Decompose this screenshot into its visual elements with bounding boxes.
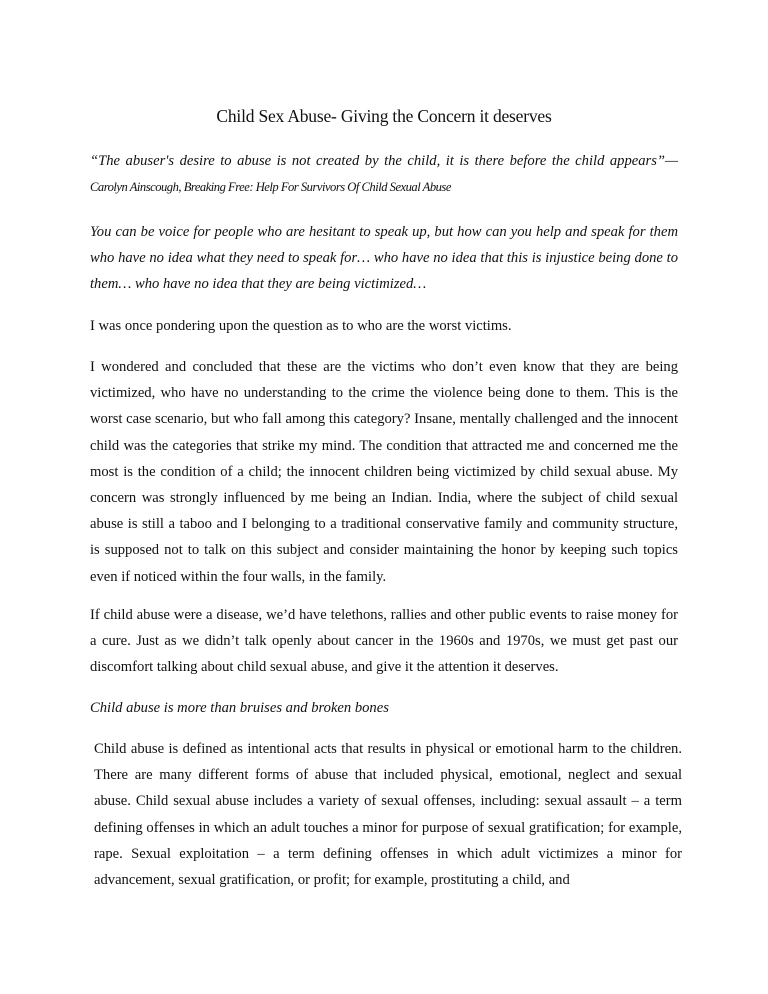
opening-quote <box>90 148 678 200</box>
subheading: Child abuse is more than bruises and broken bones <box>90 700 389 716</box>
quote-attribution: Carolyn Ainscough, Breaking Free: Help For Survivors Of Child Sexual Abuse <box>90 180 451 195</box>
intro-paragraph: You can be voice for people who are hesitant to speak up, but how can you help and speak for them who have no idea what they need to speak for… who have no idea that this is injustice being done to them… who have no idea that they are being victimized… <box>90 224 678 293</box>
quote-text: “The abuser's desire to abuse is not created by the child, it is there before the child appears”— <box>90 153 678 169</box>
paragraph-1: I was once pondering upon the question as to who are the worst victims. <box>90 318 512 334</box>
paragraph-4: Child abuse is defined as intentional acts that results in physical or emotional harm to the children. There are many different forms of abuse that included physical, emotional, neglect and sexual abuse. Child sexual abuse includes a variety of sexual offenses, including: sexual assault – a term defining offenses in which an adult touches a minor for purpose of sexual gratification; for example, rape. Sexual exploitation – a term defining offenses in which adult victimizes a minor for advancement, sexual gratification, or profit; for example, prostituting a child, and <box>94 741 682 889</box>
paragraph-2: I wondered and concluded that these are the victims who don’t even know that they are being victimized, who have no understanding to the crime the violence being done to them. This is the worst case scenario, but who fall among this category? Insane, mentally challenged and the innocent child was the categories that strike my mind. The condition that attracted me and concerned me the most is the condition of a child; the innocent children being victimized by child sexual abuse. My concern was strongly influenced by me being an Indian. India, where the subject of child sexual abuse is still a taboo and I belonging to a traditional conservative family and community structure, is supposed not to talk on this subject and consider maintaining the honor by keeping such topics even if noticed within the four walls, in the family. <box>90 359 678 585</box>
paragraph-3: If child abuse were a disease, we’d have telethons, rallies and other public events to raise money for a cure. Just as we didn’t talk openly about cancer in the 1960s and 1970s, we must get past our discomfort talking about child sexual abuse, and give it the attention it deserves. <box>90 607 678 676</box>
document-title: Child Sex Abuse- Giving the Concern it deserves <box>216 106 552 126</box>
